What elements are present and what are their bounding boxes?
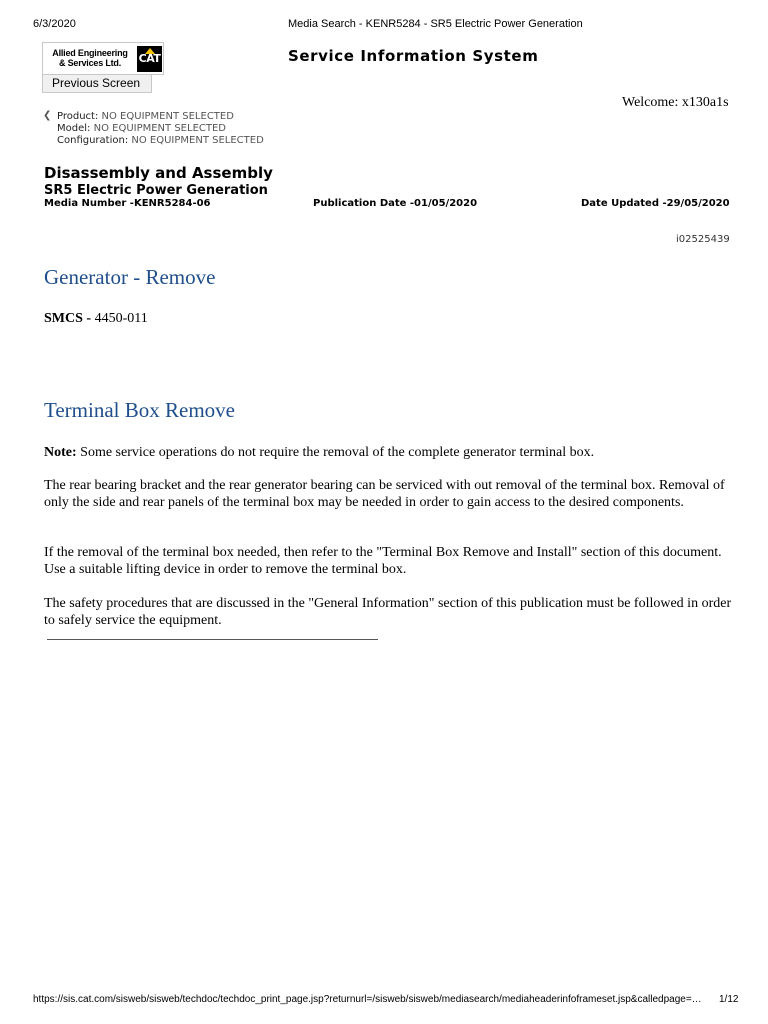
product-line [57, 111, 234, 122]
previous-screen-button[interactable]: Previous Screen [42, 74, 152, 93]
dealer-name-line-1: Allied Engineering [52, 48, 128, 58]
product-label: Product: [57, 111, 99, 122]
dealer-name-line-2: & Services Ltd. [58, 58, 122, 68]
document-id: i02525439 [676, 234, 730, 245]
welcome-user: Welcome: x130a1s [622, 95, 729, 110]
model-value: NO EQUIPMENT SELECTED [93, 123, 226, 134]
paragraph-2: If the removal of the terminal box needed, then refer to the "Terminal Box Remove and Install" section of this document. Use a suitable lifting device in order to remove the terminal box. [44, 545, 722, 577]
note-paragraph [44, 444, 734, 461]
print-page-number: 1/12 [719, 994, 739, 1005]
system-title: Service Information System [288, 47, 539, 65]
configuration-line [57, 135, 264, 146]
smcs-value: 4450-011 [91, 311, 148, 326]
print-footer-url: https://sis.cat.com/sisweb/sisweb/techdoc/techdoc_print_page.jsp?returnurl=/sisweb/sisweb/mediasearch/mediaheaderinfoframeset.jsp&calledpage=… [33, 994, 702, 1005]
document-type: Disassembly and Assembly [44, 164, 273, 182]
cat-logo-triangle-icon [145, 48, 155, 54]
note-label: Note: [44, 445, 77, 460]
configuration-value: NO EQUIPMENT SELECTED [131, 135, 264, 146]
smcs-label: SMCS - [44, 311, 92, 326]
media-number: Media Number -KENR5284-06 [44, 198, 211, 209]
product-value: NO EQUIPMENT SELECTED [101, 111, 234, 122]
smcs-code [44, 311, 148, 327]
cat-logo [137, 46, 162, 72]
note-text: Some service operations do not require the removal of the complete generator terminal box. [76, 445, 595, 460]
model-label: Model: [57, 123, 91, 134]
print-date: 6/3/2020 [33, 18, 76, 30]
configuration-label: Configuration: [57, 135, 129, 146]
paragraph-1: The rear bearing bracket and the rear generator bearing can be serviced with out removal of the terminal box. Removal of only the side and rear panels of the terminal box may be needed in order to gain access to the desired components. [44, 478, 725, 510]
publication-date: Publication Date -01/05/2020 [313, 198, 478, 209]
cat-logo-text: CAT [138, 52, 161, 65]
date-updated: Date Updated -29/05/2020 [581, 198, 730, 209]
main-heading: Generator - Remove [44, 265, 216, 289]
section-divider [47, 639, 378, 640]
print-page-title: Media Search - KENR5284 - SR5 Electric Power Generation [288, 18, 583, 30]
dealer-name [48, 48, 132, 68]
back-chevron-icon[interactable]: ❮ [43, 110, 52, 121]
paragraph-3: The safety procedures that are discussed in the "General Information" section of this publication must be followed in order to safely service the equipment. [44, 596, 732, 628]
model-line [57, 123, 226, 134]
section-heading: Terminal Box Remove [44, 398, 235, 422]
document-product: SR5 Electric Power Generation [44, 183, 268, 198]
